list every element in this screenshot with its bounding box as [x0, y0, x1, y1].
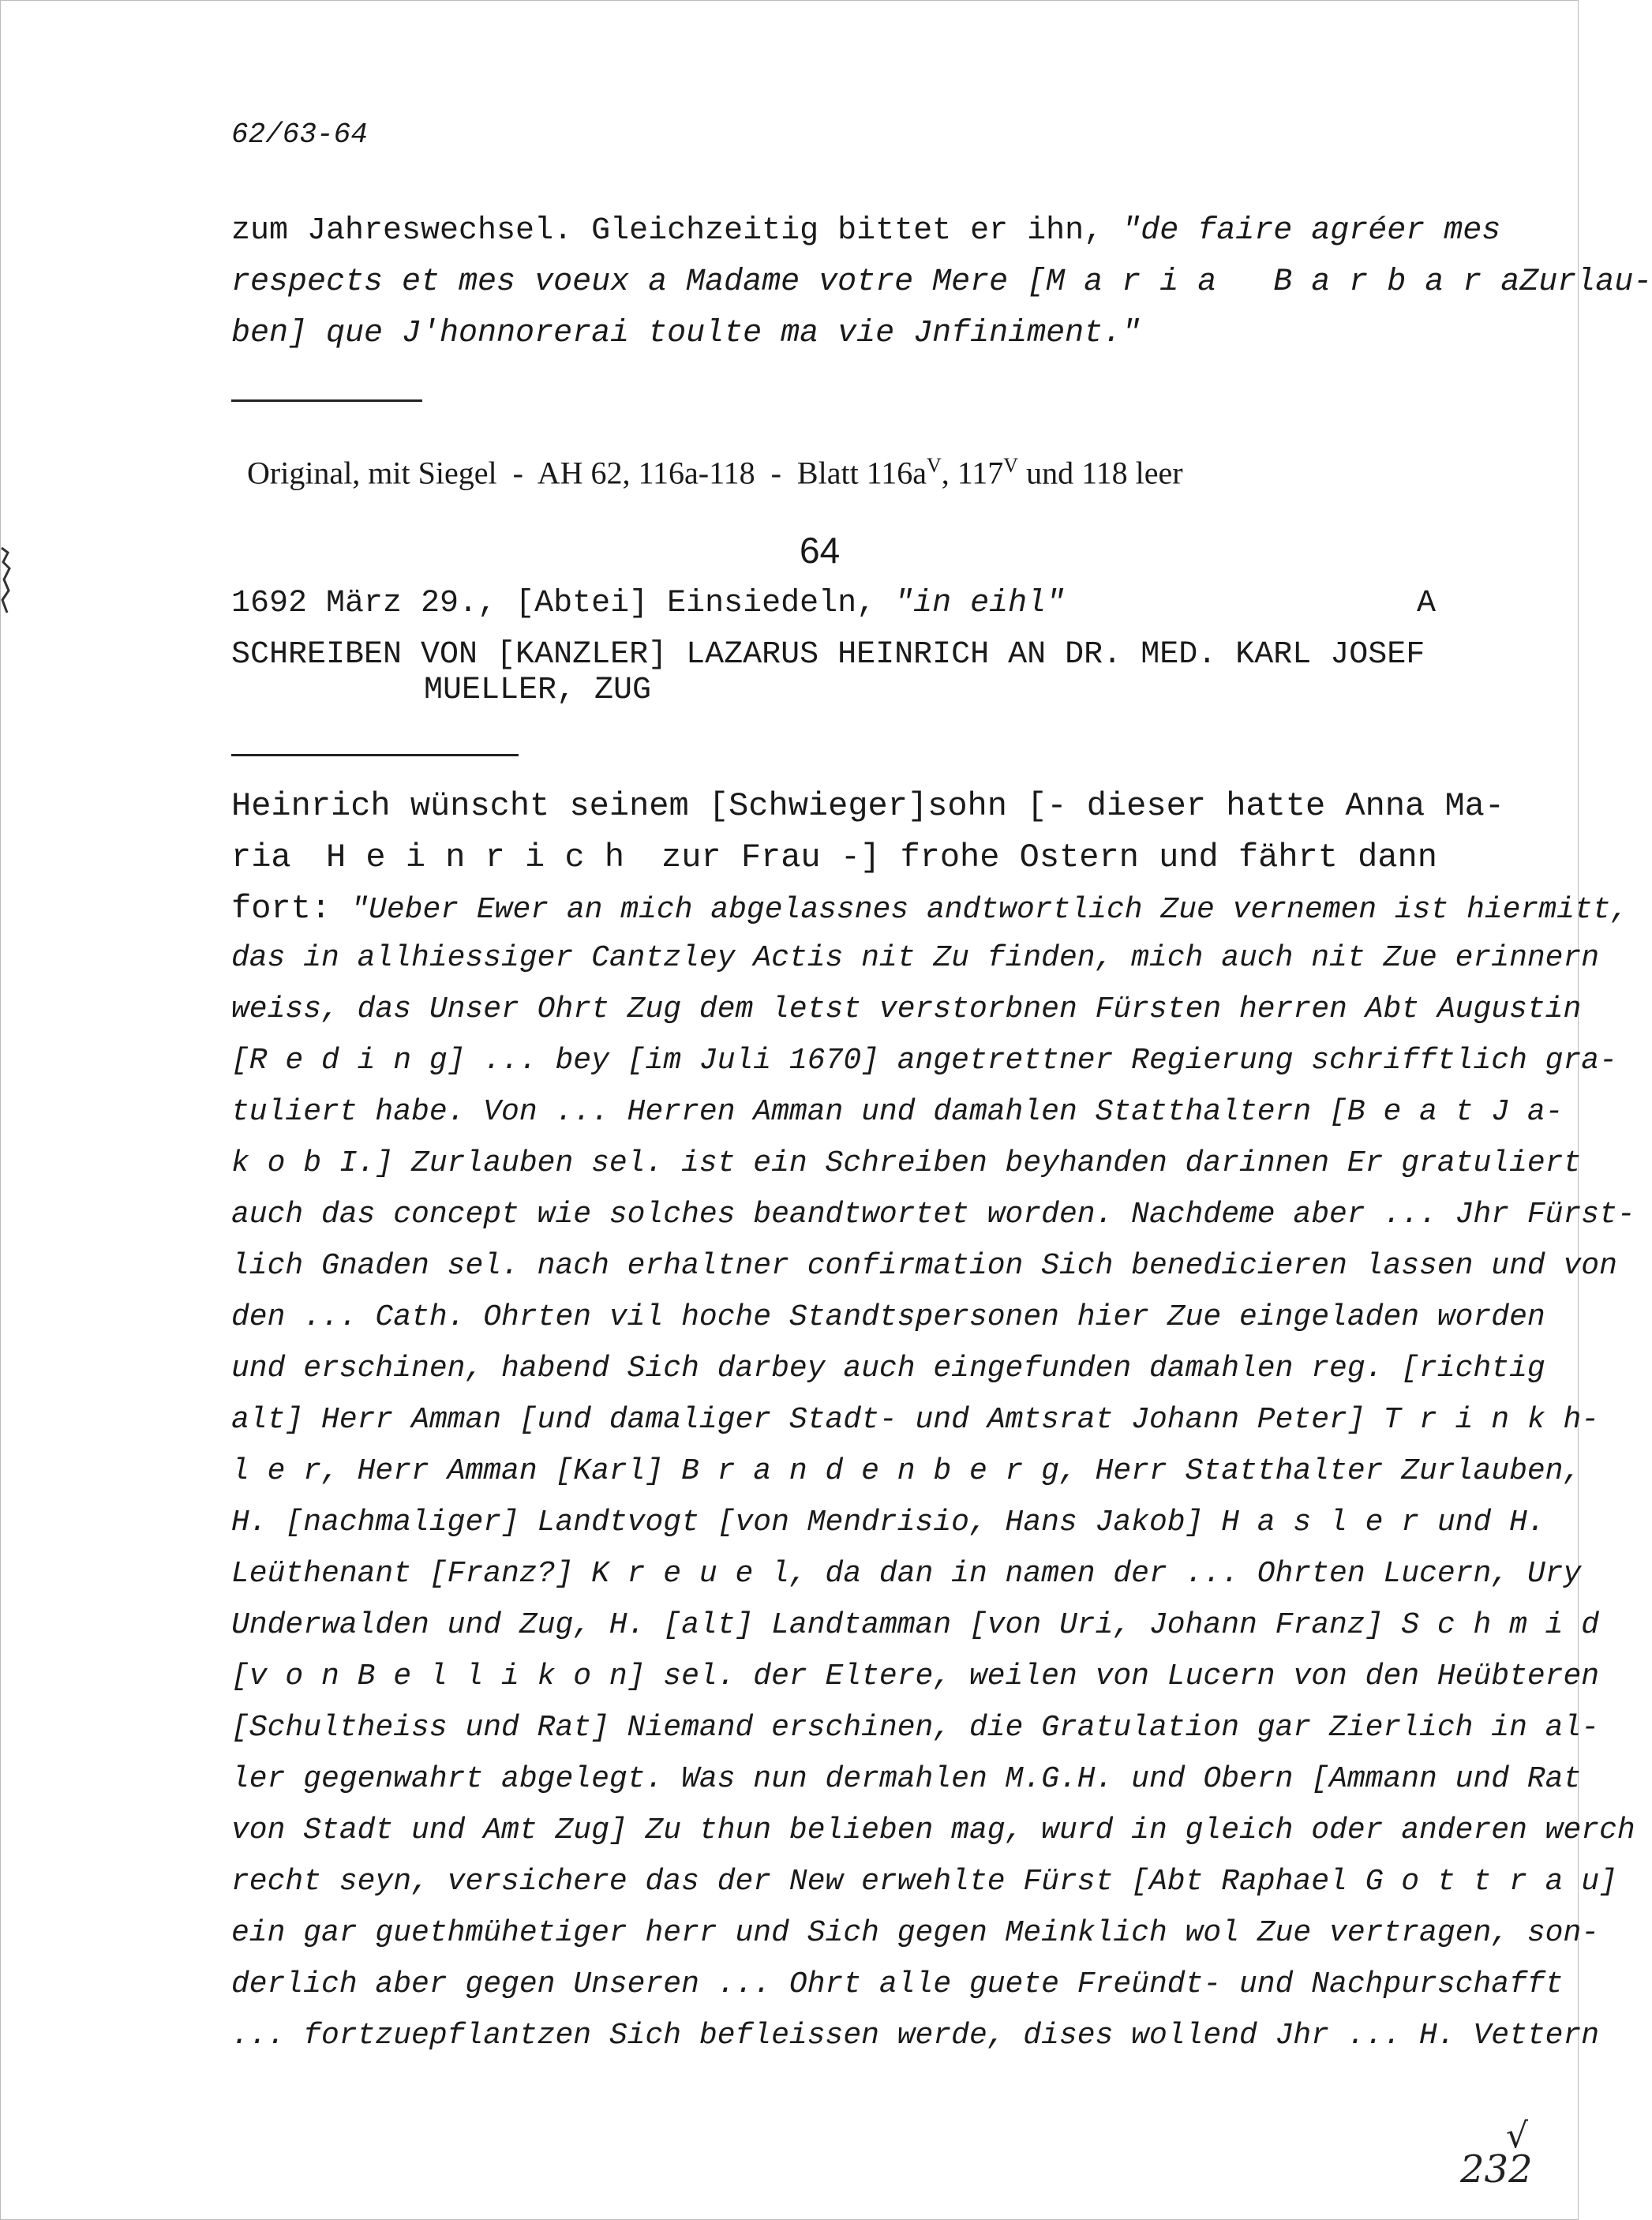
source-verso-mark-2: V [1003, 454, 1019, 477]
body-line-3-quote: "Ueber Ewer an mich abgelassnes andtwortlich Zue vernemen ist hiermitt, [350, 893, 1629, 927]
intro-line-2-end: Zurlau- [1519, 264, 1652, 300]
divider-short [231, 399, 422, 402]
body-line-16: Leüthenant [Franz?] K r e u e l, da dan in namen der ... Ohrten Lucern, Ury [231, 1557, 1582, 1591]
body-line-1 [231, 787, 1505, 825]
intro-line-3: ben] que J'honnorerai toulte ma vie Jnfiniment." [231, 316, 1141, 351]
body-line-8: k o b I.] Zurlauben sel. ist ein Schreiben beyhanden darinnen Er gratuliert [231, 1146, 1582, 1180]
body-line-7: tuliert habe. Von ... Herren Amman und damahlen Statthaltern [B e a t J a- [231, 1095, 1564, 1129]
document-title-line-2: MUELLER, ZUG [424, 673, 652, 708]
source-verso-mark-1: V [926, 454, 942, 477]
body-line-17: Underwalden und Zug, H. [alt] Landtamman [von Uri, Johann Franz] S c h m i d [231, 1608, 1600, 1642]
body-line-10: lich Gnaden sel. nach erhaltner confirmation Sich benedicieren lassen und von [231, 1249, 1617, 1283]
intro-line-1-quote: "de faire agréer mes [1122, 213, 1501, 249]
body-line-6: [R e d i n g] ... bey [im Juli 1670] angetrettner Regierung schrifftlich gra- [231, 1044, 1617, 1078]
intro-line-1-text: zum Jahreswechsel. Gleichzeitig bittet er ihn, [231, 213, 1122, 249]
body-line-20: ler gegenwahrt abgelegt. Was nun dermahlen M.G.H. und Obern [Ammann und Rat [231, 1762, 1582, 1796]
body-line-2-spaced-name: H e i n r i c h [326, 838, 625, 876]
document-title-line-1: SCHREIBEN VON [KANZLER] LAZARUS HEINRICH AN DR. MED. KARL JOSEF [231, 637, 1425, 673]
document-grade: A [1417, 586, 1437, 621]
source-line-mid: , 117 [941, 455, 1004, 491]
intro-line-2 [231, 264, 1652, 300]
body-line-21: von Stadt und Amt Zug] Zu thun belieben mag, wurd in gleich oder anderen werch [231, 1813, 1635, 1847]
body-line-23: ein gar guethmühetiger herr und Sich gegen Meinklich wol Zue vertragen, son- [231, 1916, 1600, 1950]
body-line-1-text: Heinrich wünscht seinem [Schwieger]sohn [- dieser hatte Anna Ma- [231, 787, 1505, 825]
intro-line-2-spaced-name: M a r i a B a r b a r a [1046, 264, 1520, 300]
divider-long [231, 754, 519, 756]
source-line [231, 417, 1183, 491]
body-line-2-end: zur Frau -] frohe Ostern und fährt dann [661, 838, 1437, 876]
source-line-end: und 118 leer [1018, 455, 1183, 491]
body-line-2 [231, 838, 1451, 876]
body-line-3-start: fort: [231, 890, 351, 928]
body-line-4: das in allhiessiger Cantzley Actis nit Zu finden, mich auch nit Zue erinnern [231, 941, 1600, 975]
body-line-15: H. [nachmaliger] Landtvogt [von Mendrisio, Hans Jakob] H a s l e r und H. [231, 1506, 1545, 1539]
body-line-2-start: ria [231, 838, 291, 876]
intro-line-1 [231, 213, 1501, 249]
body-line-13: alt] Herr Amman [und damaliger Stadt- und Amtsrat Johann Peter] T r i n k h- [231, 1403, 1600, 1437]
body-line-5: weiss, das Unser Ohrt Zug dem letst verstorbnen Fürsten herren Abt Augustin [231, 992, 1582, 1026]
body-line-3 [231, 890, 1628, 928]
body-line-18: [v o n B e l l i k o n] sel. der Eltere, weilen von Lucern von den Heübteren [231, 1659, 1600, 1693]
source-line-text: Original, mit Siegel - AH 62, 116a-118 - Blatt 116a [247, 455, 927, 491]
body-line-22: recht seyn, versichere das der New erwehlte Fürst [Abt Raphael G o t t r a u] [231, 1865, 1617, 1899]
document-date-place [231, 586, 1065, 621]
body-line-19: [Schultheiss und Rat] Niemand erschinen, die Gratulation gar Zierlich in al- [231, 1711, 1600, 1745]
date-place-text: 1692 März 29., [Abtei] Einsiedeln, [231, 586, 895, 621]
date-place-quote: "in eihl" [894, 586, 1066, 621]
body-line-11: den ... Cath. Ohrten vil hoche Standtspersonen hier Zue eingeladen worden [231, 1300, 1545, 1334]
body-line-12: und erschinen, habend Sich darbey auch eingefunden damahlen reg. [richtig [231, 1352, 1545, 1386]
page-reference: 62/63-64 [231, 118, 368, 151]
intro-line-2-text: respects et mes voeux a Madame votre Mere [ [231, 264, 1047, 300]
body-line-9: auch das concept wie solches beandtwortet worden. Nachdeme aber ... Jhr Fürst- [231, 1198, 1635, 1232]
body-line-25: ... fortzuepflantzen Sich befleissen werde, dises wollend Jhr ... H. Vettern [231, 2019, 1600, 2053]
handwritten-check-mark: √ [1506, 2116, 1529, 2156]
binding-mark [0, 545, 11, 616]
body-line-24: derlich aber gegen Unseren ... Ohrt alle guete Freündt- und Nachpurschafft [231, 1967, 1564, 2001]
body-line-14: l e r, Herr Amman [Karl] B r a n d e n b e r g, Herr Statthalter Zurlauben, [231, 1454, 1582, 1488]
document-number: 64 [800, 530, 841, 571]
handwritten-folio-number: 232 [1460, 2147, 1533, 2192]
